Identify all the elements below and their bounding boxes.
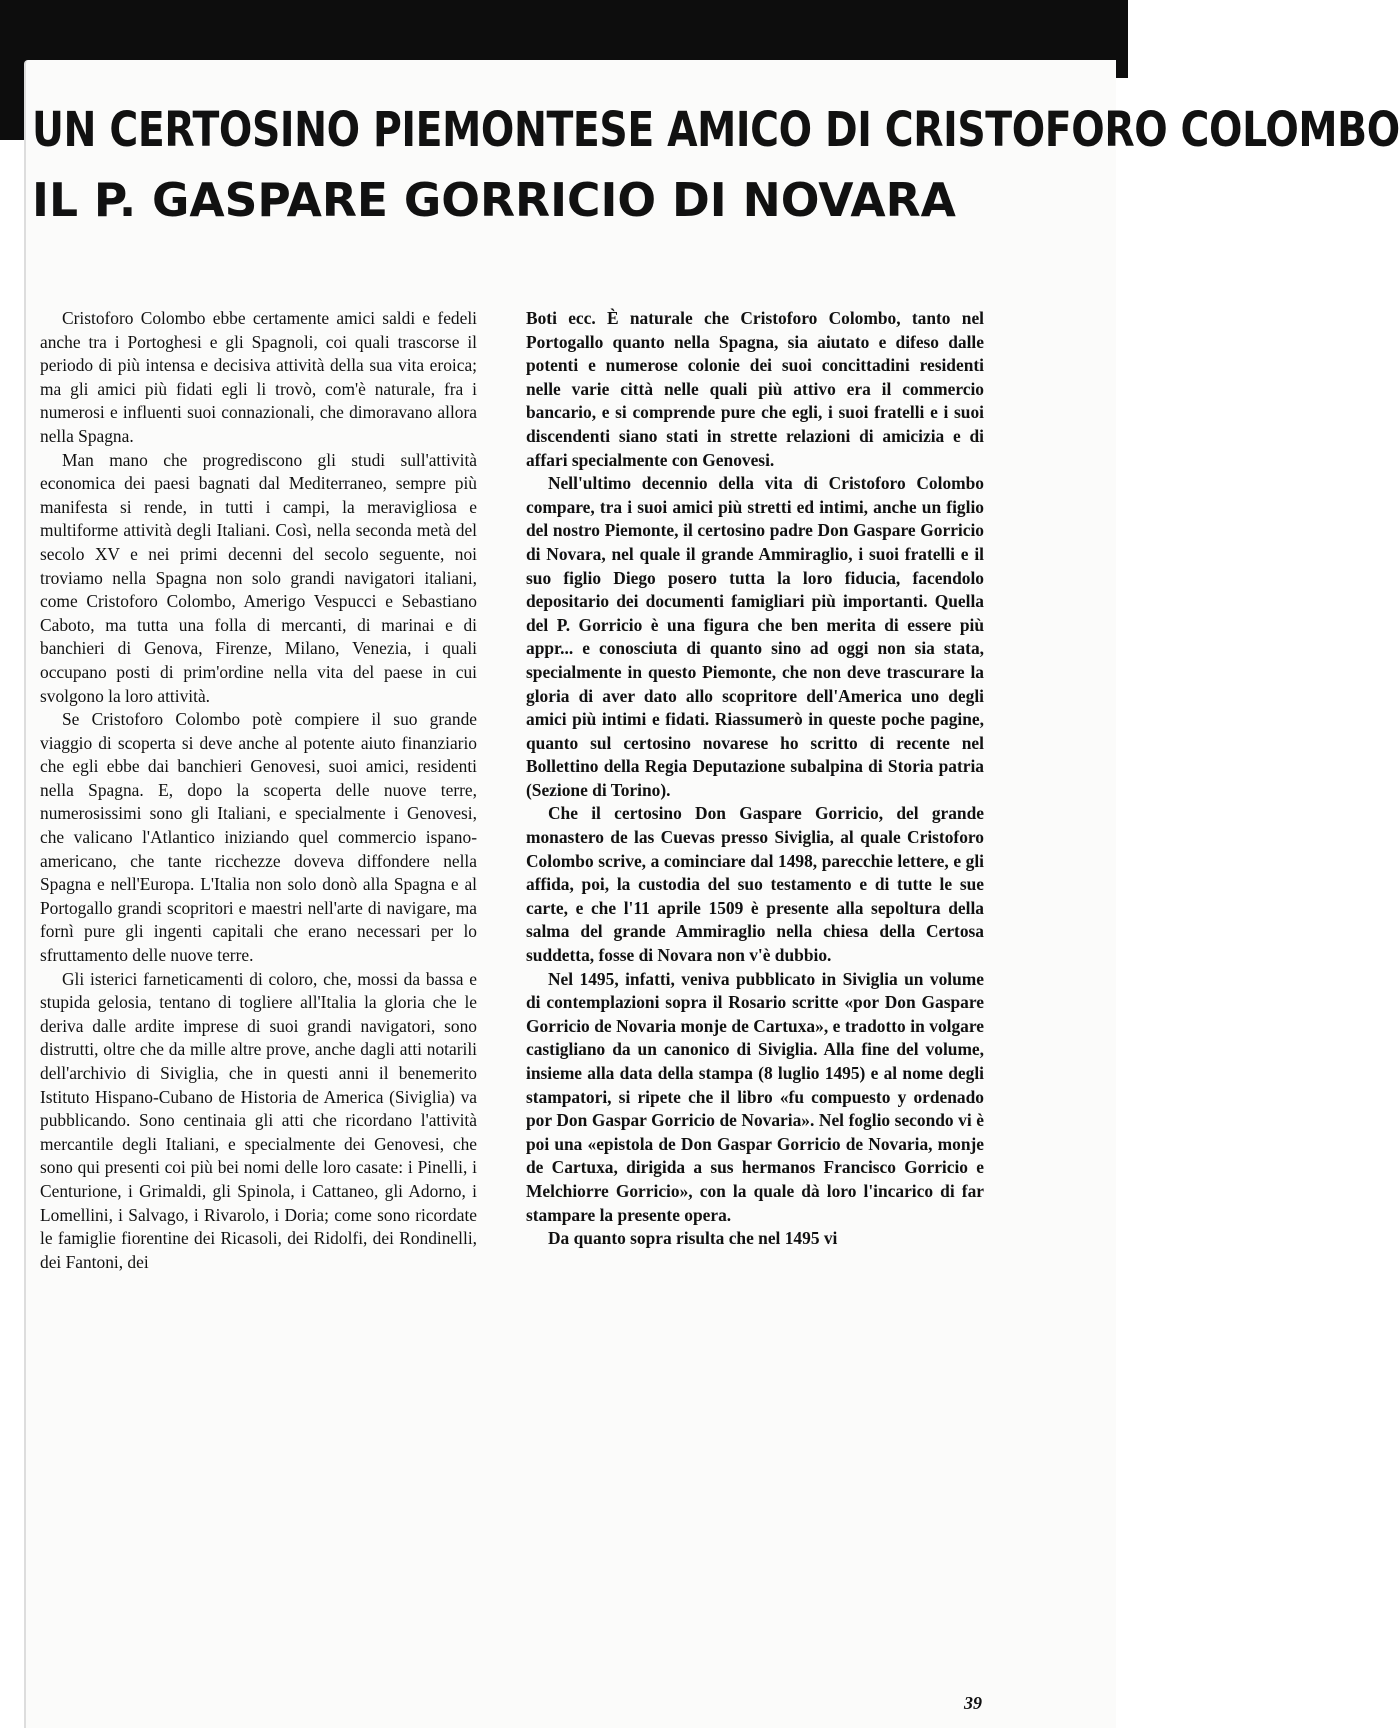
paragraph: Nel 1495, infatti, veniva pubblicato in Siviglia un volume di contemplazioni sopra il Rosario scritte «por Don Gaspare Gorricio de Novaria monje de Cartuxa», e tradotto in volgare castigliano da un canonico di Siviglia. Alla fine del volume, insieme alla data della stampa (8 luglio 1495) e al nome degli stampatori, si ripete che il libro «fu compuesto y ordenado por Don Gaspar Gorricio de Novaria». Nel foglio secondo vi è poi una «epistola de Don Gaspar Gorricio de Novaria, monje de Cartuxa, dirigida a sus hermanos Francisco Gorricio e Melchiorre Gorricio», con la quale dà loro l'incarico di far stampare la presente opera. (526, 968, 984, 1225)
paragraph: Gli isterici farneticamenti di coloro, che, mossi da bassa e stupida gelosia, tentano di togliere all'Italia la gloria che le deriva dalle ardite imprese di suoi grandi navigatori, sono distrutti, oltre che da mille altre prove, anche dagli atti notarili dell'archivio di Siviglia, che in questi anni il benemerito Istituto Hispano-Cubano de Historia de America (Siviglia) va pubblicando. Sono centinaia gli atti che ricordano l'attività mercantile degli Italiani, e specialmente dei Genovesi, che sono qui presenti coi più bei nomi delle loro casate: i Pinelli, i Centurione, i Grimaldi, gli Spinola, i Cattaneo, gli Adorno, i Lomellini, i Salvago, i Rivarolo, i Doria; come sono ricordate le famiglie fiorentine dei Ricasoli, dei Ridolfi, dei Rondinelli, dei Fantoni, dei (40, 968, 477, 1272)
paragraph: Boti ecc. È naturale che Cristoforo Colombo, tanto nel Portogallo quanto nella Spagna, sia aiutato e difeso dalle potenti e numerose colonie dei suoi concittadini residenti nelle varie città nelle quali più attivo era il commercio bancario, e si comprende pure che egli, i suoi fratelli e i suoi discendenti siano stati in strette relazioni di amicizia e di affari specialmente con Genovesi. (526, 308, 984, 470)
article-title: UN CERTOSINO PIEMONTESE AMICO DI CRISTOFORO COLOMBO (32, 102, 1400, 158)
paragraph: Nell'ultimo decennio della vita di Cristoforo Colombo compare, tra i suoi amici più stretti ed intimi, anche un figlio del nostro Piemonte, il certosino padre Don Gaspare Gorricio di Novara, nel quale il grande Ammiraglio, i suoi fratelli e il suo figlio Diego posero tutta la loro fiducia, facendolo depositario dei documenti famigliari più importanti. Quella del P. Gorricio è una figura che ben merita di essere più appr... e conosciuta di quanto sino ad oggi non sia stata, specialmente in questo Piemonte, che non deve trascurare la gloria di aver dato allo scopritore dell'America uno degli amici più intimi e fidati. Riassumerò in queste poche pagine, quanto sul certosino novarese ho scritto di recente nel Bollettino della Regia Deputazione subalpina di Storia patria (Sezione di Torino). (526, 473, 984, 800)
article-subtitle: IL P. GASPARE GORRICIO DI NOVARA (32, 173, 956, 227)
paragraph: Man mano che progrediscono gli studi sull'attività economica dei paesi bagnati dal Mediterraneo, sempre più manifesta si rende, in tutti i campi, la meravigliosa e multiforme attività degli Italiani. Così, nella seconda metà del secolo XV e nei primi decenni del secolo seguente, noi troviamo nella Spagna non solo grandi navigatori italiani, come Cristoforo Colombo, Amerigo Vespucci e Sebastiano Caboto, ma tutta una folla di mercanti, di marinai e di banchieri di Genova, Firenze, Milano, Venezia, i quali occupano posti di prim'ordine nella vita del paese in cui svolgono la loro attività. (40, 449, 477, 706)
paragraph: Che il certosino Don Gaspare Gorricio, del grande monastero de las Cuevas presso Siviglia, al quale Cristoforo Colombo scrive, a cominciare dal 1498, parecchie lettere, e gli affida, poi, la custodia del suo testamento e di tutte le sue carte, e che l'11 aprile 1509 è presente alla sepoltura della salma del grande Ammiraglio nella chiesa della Certosa suddetta, fosse di Novara non v'è dubbio. (526, 803, 984, 966)
paragraph: Cristoforo Colombo ebbe certamente amici saldi e fedeli anche tra i Portoghesi e gli Spagnoli, coi quali trascorse il periodo di più intensa e decisiva attività della sua vita eroica; ma gli amici più fidati egli li trovò, com'è naturale, fra i numerosi e influenti suoi connazionali, che dimoravano allora nella Spagna. (40, 308, 477, 446)
paragraph: Da quanto sopra risulta che nel 1495 vi (548, 1228, 838, 1249)
left-column (40, 307, 477, 1274)
right-column (526, 307, 984, 1251)
page-number: 39 (964, 1693, 982, 1713)
document-page (24, 60, 1400, 1728)
paragraph: Se Cristoforo Colombo potè compiere il suo grande viaggio di scoperta si deve anche al potente aiuto finanziario che egli ebbe dai banchieri Genovesi, suoi amici, residenti nella Spagna. E, dopo la scoperta delle nuove terre, numerosissimi sono gli Italiani, e specialmente i Genovesi, che valicano l'Atlantico iniziando quel commercio ispano-americano, che tante ricchezze doveva diffondere nella Spagna e nell'Europa. L'Italia non solo donò alla Spagna e al Portogallo grandi scopritori e maestri nell'arte di navigare, ma fornì pure gli ingenti capitali che erano necessari per lo sfruttamento delle nuove terre. (40, 709, 477, 966)
